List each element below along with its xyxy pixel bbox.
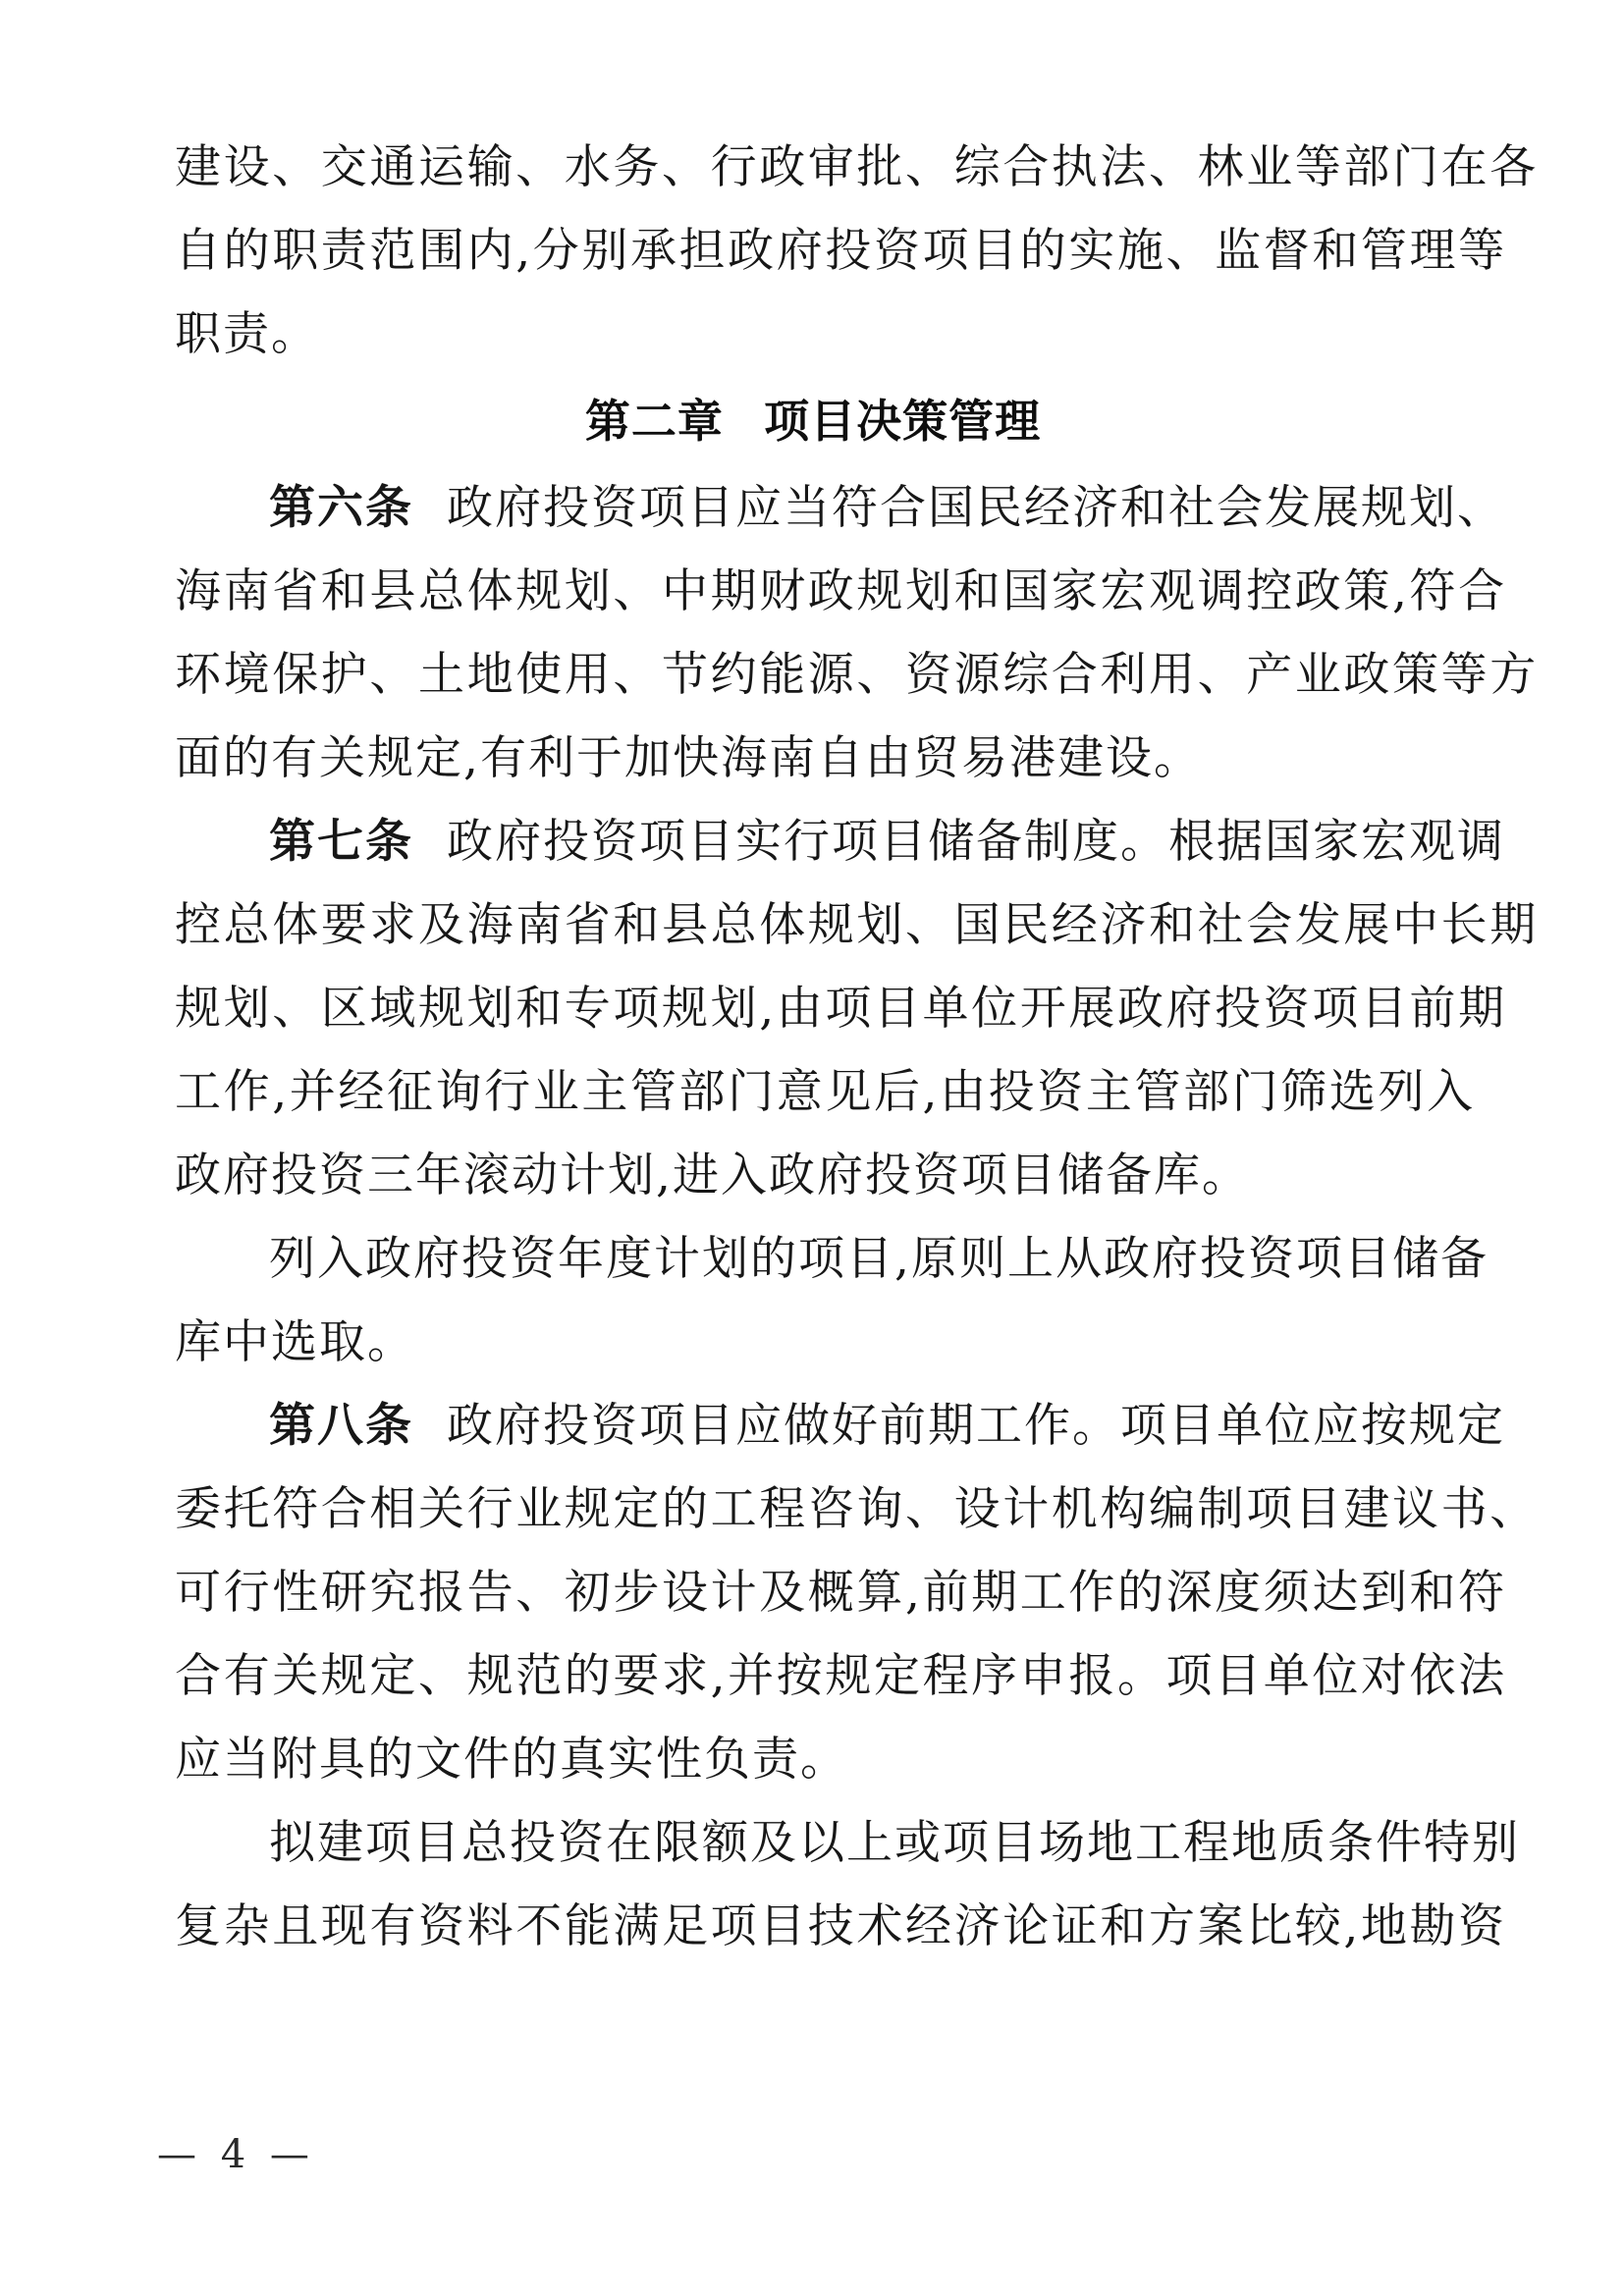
text-line: 委托符合相关行业规定的工程咨询、设计机构编制项目建议书、 — [175, 1482, 1539, 1536]
text-line: 复杂且现有资料不能满足项目技术经济论证和方案比较,地勘资 — [175, 1899, 1507, 1953]
subparagraph-text: 列入政府投资年度计划的项目,原则上从政府投资项目储备 — [269, 1232, 1489, 1286]
article-text: 政府投资项目实行项目储备制度。根据国家宏观调 — [447, 815, 1505, 869]
subparagraph-text: 拟建项目总投资在限额及以上或项目场地工程地质条件特别 — [269, 1816, 1520, 1870]
text-line: 合有关规定、规范的要求,并按规定程序申报。项目单位对依法 — [175, 1649, 1507, 1703]
article-number: 第六条 — [269, 481, 413, 535]
chapter-heading: 第二章 项目决策管理 — [584, 396, 1042, 447]
text-line — [175, 1384, 1505, 1468]
article-text: 政府投资项目应做好前期工作。项目单位应按规定 — [447, 1399, 1505, 1453]
text-line: 应当附具的文件的真实性负责。 — [175, 1733, 848, 1787]
text-line: 职责。 — [175, 307, 319, 361]
page-footer — [0, 2132, 1624, 2177]
article-8 — [175, 1384, 1539, 1968]
text-line: 政府投资三年滚动计划,进入政府投资项目储备库。 — [175, 1148, 1250, 1202]
page-number: — 4 — — [157, 2132, 315, 2177]
text-line — [175, 466, 1505, 550]
text-line — [175, 1801, 1520, 1885]
text-line: 库中选取。 — [175, 1315, 415, 1369]
text-line — [175, 800, 1505, 883]
text-line: 海南省和县总体规划、中期财政规划和国家宏观调控政策,符合 — [175, 564, 1507, 618]
text-line: 环境保护、土地使用、节约能源、资源综合利用、产业政策等方 — [175, 648, 1539, 702]
text-line: 控总体要求及海南省和县总体规划、国民经济和社会发展中长期 — [175, 898, 1539, 952]
text-line: 可行性研究报告、初步设计及概算,前期工作的深度须达到和符 — [175, 1566, 1507, 1620]
text-line: 面的有关规定,有利于加快海南自由贸易港建设。 — [175, 731, 1202, 785]
document-body — [175, 126, 1539, 1968]
text-line — [175, 1217, 1489, 1301]
article-number: 第八条 — [269, 1399, 413, 1453]
text-line: 自的职责范围内,分别承担政府投资项目的实施、监督和管理等 — [175, 224, 1507, 278]
article-7 — [175, 800, 1539, 1384]
text-line: 规划、区域规划和专项规划,由项目单位开展政府投资项目前期 — [175, 982, 1507, 1036]
article-number: 第七条 — [269, 815, 413, 869]
text-line: 工作,并经征询行业主管部门意见后,由投资主管部门筛选列入 — [175, 1065, 1476, 1119]
paragraph-continuation — [175, 126, 1539, 376]
article-text: 政府投资项目应当符合国民经济和社会发展规划、 — [447, 481, 1505, 535]
text-line: 建设、交通运输、水务、行政审批、综合执法、林业等部门在各 — [175, 140, 1539, 194]
article-6 — [175, 466, 1539, 800]
